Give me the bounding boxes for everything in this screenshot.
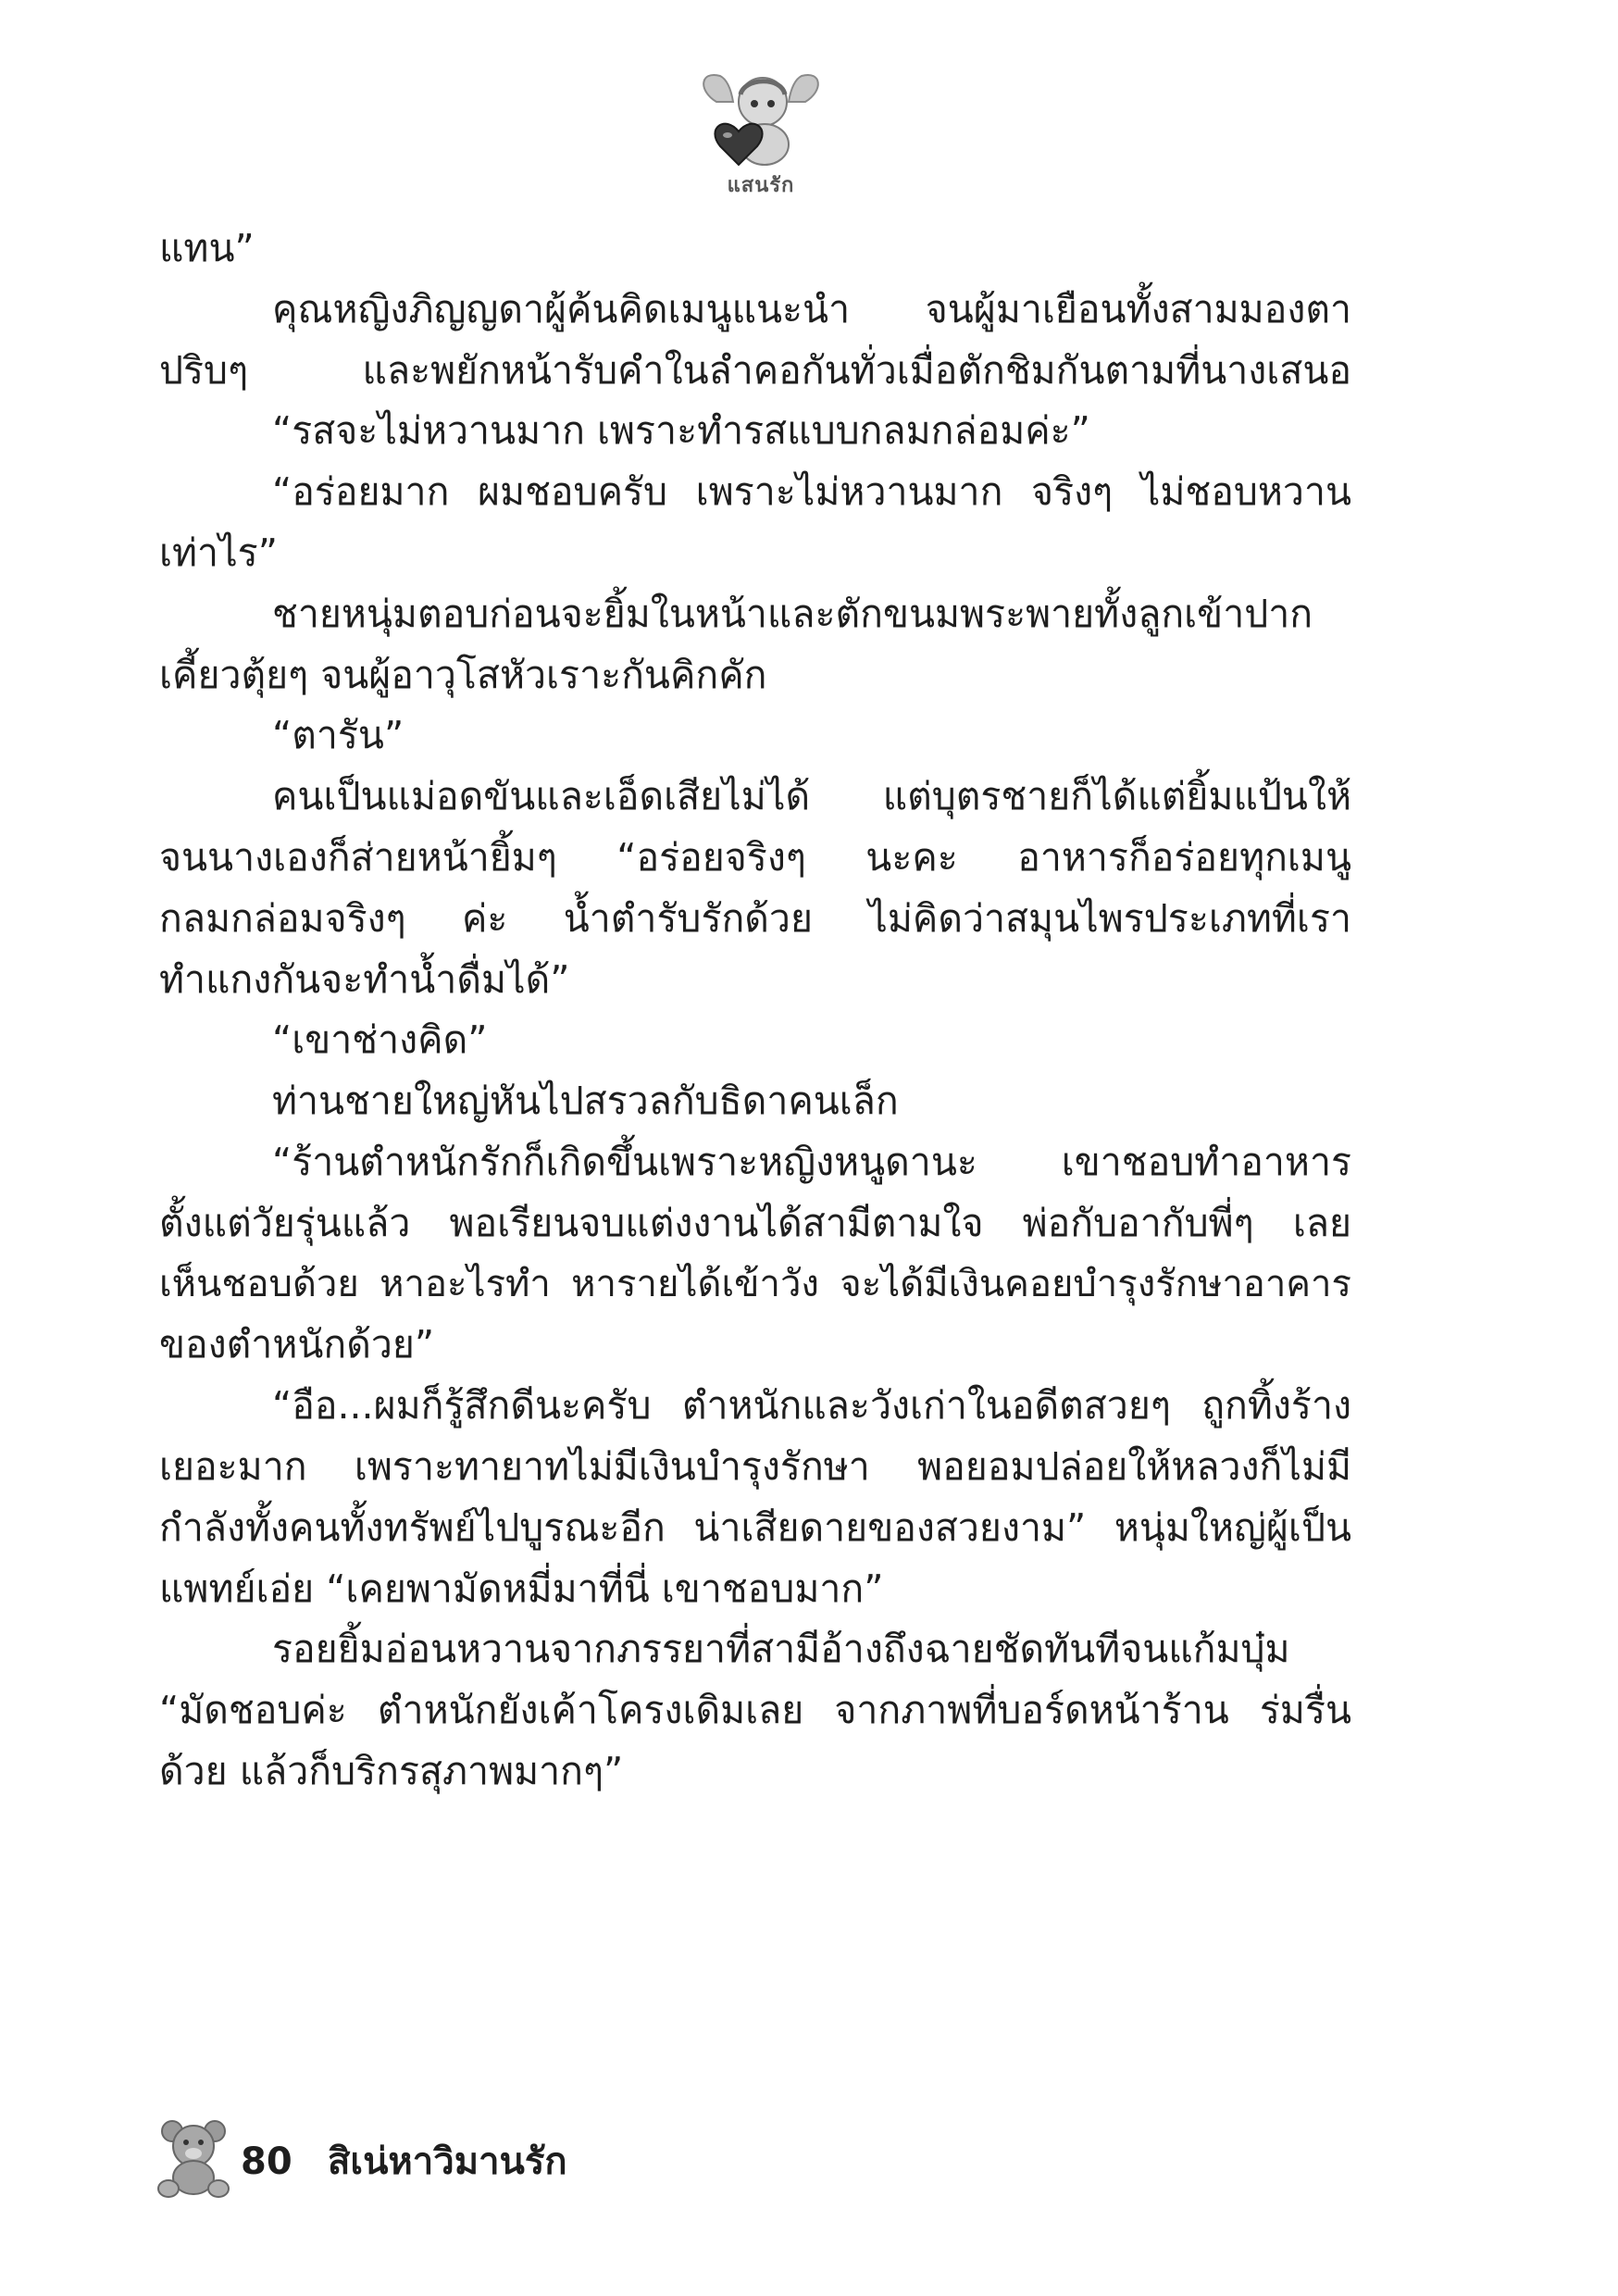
text-line: ปริบๆ และพยักหน้ารับคำในลำคอกันทั่วเมื่อตักชิมกันตามที่นางเสนอ [159,347,1351,393]
header-logo [696,67,826,206]
text-line: “ร้านตำหนักรักก็เกิดขึ้นเพราะหญิงหนูดานะ เขาชอบทำอาหาร [272,1139,1351,1184]
text-line: กลมกล่อมจริงๆ ค่ะ น้ำตำรับรักด้วย ไม่คิดว่าสมุนไพรประเภทที่เรา [159,895,1351,941]
text-line: ทำแกงกันจะทำน้ำดื่มได้” [159,956,570,1002]
text-line: “รสจะไม่หวานมาก เพราะทำรสแบบกลมกล่อมค่ะ” [272,408,1090,454]
text-line: “เขาช่างคิด” [272,1017,488,1063]
logo-text: แสนรัก [727,174,795,197]
cupid-heart-icon [696,67,826,170]
text-line: “อร่อยมาก ผมชอบครับ เพราะไม่หวานมาก จริงๆ ไม่ชอบหวาน [272,469,1351,515]
text-line: คุณหญิงภิญญดาผู้ค้นคิดเมนูแนะนำ จนผู้มาเยือนทั้งสามมองตา [272,286,1351,331]
text-line: เห็นชอบด้วย หาอะไรทำ หารายได้เข้าวัง จะได้มีเงินคอยบำรุงรักษาอาคาร [159,1262,1351,1305]
text-line: เยอะมาก เพราะทายาทไม่มีเงินบำรุงรักษา พอยอมปล่อยให้หลวงก็ไม่มี [159,1443,1351,1489]
text-line: เคี้ยวตุ้ยๆ จนผู้อาวุโสหัวเราะกันคิกคัก [159,652,767,697]
text-line: กำลังทั้งคนทั้งทรัพย์ไปบูรณะอีก น่าเสียดายของสวยงาม” หนุ่มใหญ่ผู้เป็น [159,1504,1351,1550]
text-line: ของตำหนักด้วย” [159,1322,435,1367]
text-line: ชายหนุ่มตอบก่อนจะยิ้มในหน้าและตักขนมพระพายทั้งลูกเข้าปาก [272,591,1313,636]
text-line: คนเป็นแม่อดขันและเอ็ดเสียไม่ได้ แต่บุตรชายก็ได้แต่ยิ้มแป้นให้ [272,774,1351,819]
text-line: “อือ...ผมก็รู้สึกดีนะครับ ตำหนักและวังเก่าในอดีตสวยๆ ถูกทิ้งร้าง [272,1383,1351,1429]
teddy-bear-icon [156,2118,231,2198]
text-line: แทน” [159,226,255,270]
text-line: แพทย์เอ่ย “เคยพามัดหมี่มาที่นี่ เขาชอบมาก” [159,1566,884,1611]
page-number: 80 [241,2140,292,2183]
body-text [159,218,1351,1803]
text-line: จนนางเองก็ส่ายหน้ายิ้มๆ “อร่อยจริงๆ นะคะ อาหารก็อร่อยทุกเมนู [159,834,1351,880]
text-line: เท่าไร” [159,530,278,575]
text-line: “มัดชอบค่ะ ตำหนักยังเค้าโครงเดิมเลย จากภาพที่บอร์ดหน้าร้าน ร่มรื่น [159,1688,1351,1733]
text-line: ด้วย แล้วก็บริกรสุภาพมากๆ” [159,1748,624,1793]
text-line: ท่านชายใหญ่หันไปสรวลกับธิดาคนเล็ก [272,1079,899,1124]
text-line: “ตารัน” [272,713,404,758]
book-title: สิเน่หาวิมานรัก [328,2140,567,2183]
text-line: รอยยิ้มอ่อนหวานจากภรรยาที่สามีอ้างถึงฉายชัดทันทีจนแก้มบุ๋ม [272,1627,1290,1672]
page-footer [156,2118,803,2202]
text-line: ตั้งแต่วัยรุ่นแล้ว พอเรียนจบแต่งงานได้สามีตามใจ พ่อกับอากับพี่ๆ เลย [159,1200,1351,1245]
